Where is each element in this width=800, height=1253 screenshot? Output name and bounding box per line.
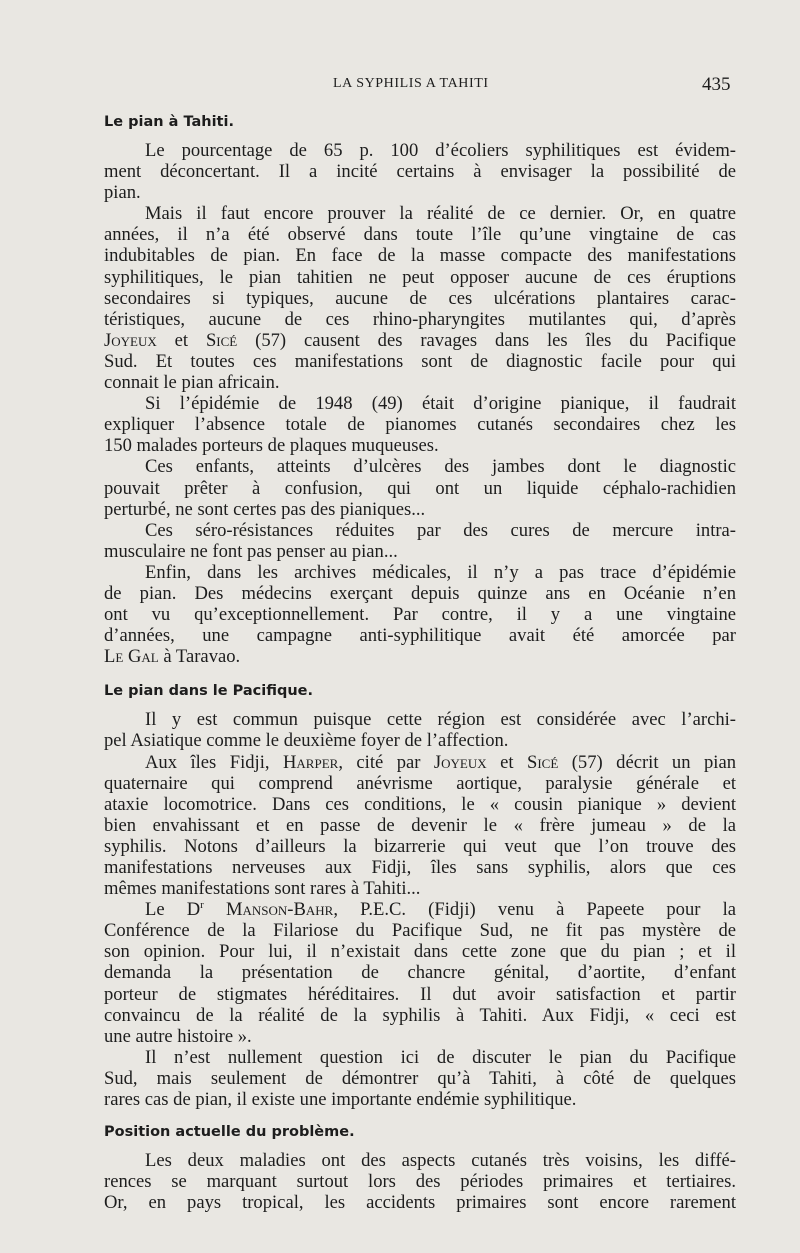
text-line: Si l’épidémie de 1948 (49) était d’origine pianique, il faudrait <box>145 393 736 415</box>
text-fragment: , P.E.C. (Fidji) venu à Papeete pour la <box>333 899 736 921</box>
text-line: Sud. Et toutes ces manifestations sont de diagnostic facile pour qui <box>104 350 736 372</box>
text-line: quaternaire qui comprend anévrisme aortique, paralysie générale et <box>104 772 736 794</box>
section <box>104 1118 736 1213</box>
text-line: manifestations nerveuses aux Fidji, îles sans syphilis, alors que ces <box>104 857 736 878</box>
text-fragment: (57) causent des ravages dans les îles du Pacifique <box>237 329 736 351</box>
text-line: ont vu qu’exceptionnellement. Par contre, il y a une vingtaine <box>104 604 736 626</box>
text-fragment: Le D <box>145 899 201 921</box>
section <box>104 677 736 1110</box>
text-fragment: à Taravao. <box>158 646 241 668</box>
section <box>104 108 736 667</box>
section-heading: Position actuelle du problème. <box>104 1124 355 1141</box>
text-fragment: r <box>200 899 204 911</box>
text-line: convaincu de la réalité de la syphilis à Tahiti. Aux Fidji, « ceci est <box>104 1004 736 1026</box>
text-line: rares cas de pian, il existe une importante endémie syphilitique. <box>104 1089 577 1111</box>
text-line: son opinion. Pour lui, il n’existait dans cette zone que du pian ; et il <box>104 941 736 963</box>
author-name: Manson-Bahr <box>225 899 334 921</box>
text-line: pian. <box>104 182 141 204</box>
text-line: rences se marquant surtout lors des périodes primaires et tertiaires. <box>104 1171 736 1193</box>
text-line <box>104 330 736 351</box>
text-line <box>104 752 736 773</box>
text-line <box>104 646 736 667</box>
section-text <box>104 140 736 667</box>
section-heading: Le pian dans le Pacifique. <box>104 683 314 700</box>
page-body <box>104 108 736 1213</box>
text-fragment: , cité par <box>338 751 434 773</box>
text-line: Mais il faut encore prouver la réalité de ce dernier. Or, en quatre <box>145 203 736 225</box>
text-line: demanda la présentation de chancre génital, d’aortite, d’enfant <box>104 962 736 984</box>
text-line: pel Asiatique comme le deuxième foyer de l’affection. <box>104 730 509 752</box>
text-line: Il y est commun puisque cette région est considérée avec l’archi- <box>145 709 736 731</box>
author-name: Joyeux <box>433 751 487 773</box>
text-line: de pian. Des médecins exerçant depuis quinze ans en Océanie n’en <box>104 582 736 604</box>
text-line: téristiques, aucune de ces rhino-pharyngites mutilantes qui, d’après <box>104 308 736 330</box>
text-line: une autre histoire ». <box>104 1025 252 1047</box>
running-header <box>0 74 800 96</box>
author-name: Joyeux <box>104 329 157 351</box>
text-line: connait le pian africain. <box>104 372 280 394</box>
text-line: 150 malades porteurs de plaques muqueuses. <box>104 435 439 457</box>
text-line: Le pourcentage de 65 p. 100 d’écoliers syphilitiques est évidem- <box>145 140 736 161</box>
text-line: années, il n’a été observé dans toute l’île qu’une vingtaine de cas <box>104 224 736 246</box>
text-fragment: Aux îles Fidji, <box>145 751 283 773</box>
author-name: Harper <box>282 751 339 773</box>
text-fragment: et <box>156 329 206 351</box>
text-line: Sud, mais seulement de démontrer qu’à Tahiti, à côté de quelques <box>104 1067 736 1089</box>
text-line: syphilis. Notons d’ailleurs la bizarrerie qui veut que l’on trouve des <box>104 835 736 857</box>
section-text <box>104 1150 736 1213</box>
text-line: perturbé, ne sont certes pas des pianiques... <box>104 498 426 520</box>
author-name: Sicé <box>205 329 238 351</box>
text-line: Or, en pays tropical, les accidents primaires sont encore rarement <box>104 1192 736 1214</box>
text-line: Ces séro-résistances réduites par des cures de mercure intra- <box>145 519 736 541</box>
section-text <box>104 709 736 1110</box>
text-fragment: (57) décrit un pian <box>558 751 736 773</box>
text-fragment: et <box>486 751 527 773</box>
text-line: Ces enfants, atteints d’ulcères des jambes dont le diagnostic <box>145 456 736 478</box>
section-heading: Le pian à Tahiti. <box>104 114 234 130</box>
text-line: musculaire ne font pas penser au pian... <box>104 540 398 562</box>
text-line: syphilitiques, le pian tahitien ne peut opposer aucune de ces éruptions <box>104 266 736 288</box>
author-name: Le Gal <box>104 646 159 668</box>
text-line: mêmes manifestations sont rares à Tahiti... <box>104 878 421 900</box>
text-line: d’années, une campagne anti-syphilitique avait été amorcée par <box>104 625 736 647</box>
running-title: LA SYPHILIS A TAHITI <box>333 76 489 91</box>
text-line: secondaires si typiques, aucune de ces ulcérations plantaires carac- <box>104 287 736 309</box>
text-line: Il n’est nullement question ici de discuter le pian du Pacifique <box>145 1046 736 1068</box>
text-line <box>104 899 736 920</box>
author-name: Sicé <box>526 751 559 773</box>
text-line: expliquer l’absence totale de pianomes cutanés secondaires chez les <box>104 414 736 436</box>
text-line: pouvait prêter à confusion, qui ont un liquide céphalo-rachidien <box>104 477 736 499</box>
text-line: Conférence de la Filariose du Pacifique Sud, ne fit pas mystère de <box>104 920 736 942</box>
text-line: Enfin, dans les archives médicales, il n’y a pas trace d’épidémie <box>145 561 736 583</box>
text-line: bien envahissant et en passe de devenir le « frère jumeau » de la <box>104 814 736 836</box>
text-line: porteur de stigmates héréditaires. Il dut avoir satisfaction et partir <box>104 983 736 1005</box>
text-fragment <box>204 899 226 920</box>
text-line: ment déconcertant. Il a incité certains à envisager la possibilité de <box>104 161 736 183</box>
page-number: 435 <box>702 74 731 95</box>
text-line: Les deux maladies ont des aspects cutanés très voisins, les diffé- <box>145 1150 736 1172</box>
text-line: indubitables de pian. En face de la masse compacte des manifestations <box>104 245 736 267</box>
text-line: ataxie locomotrice. Dans ces conditions, le « cousin pianique » devient <box>104 793 736 815</box>
